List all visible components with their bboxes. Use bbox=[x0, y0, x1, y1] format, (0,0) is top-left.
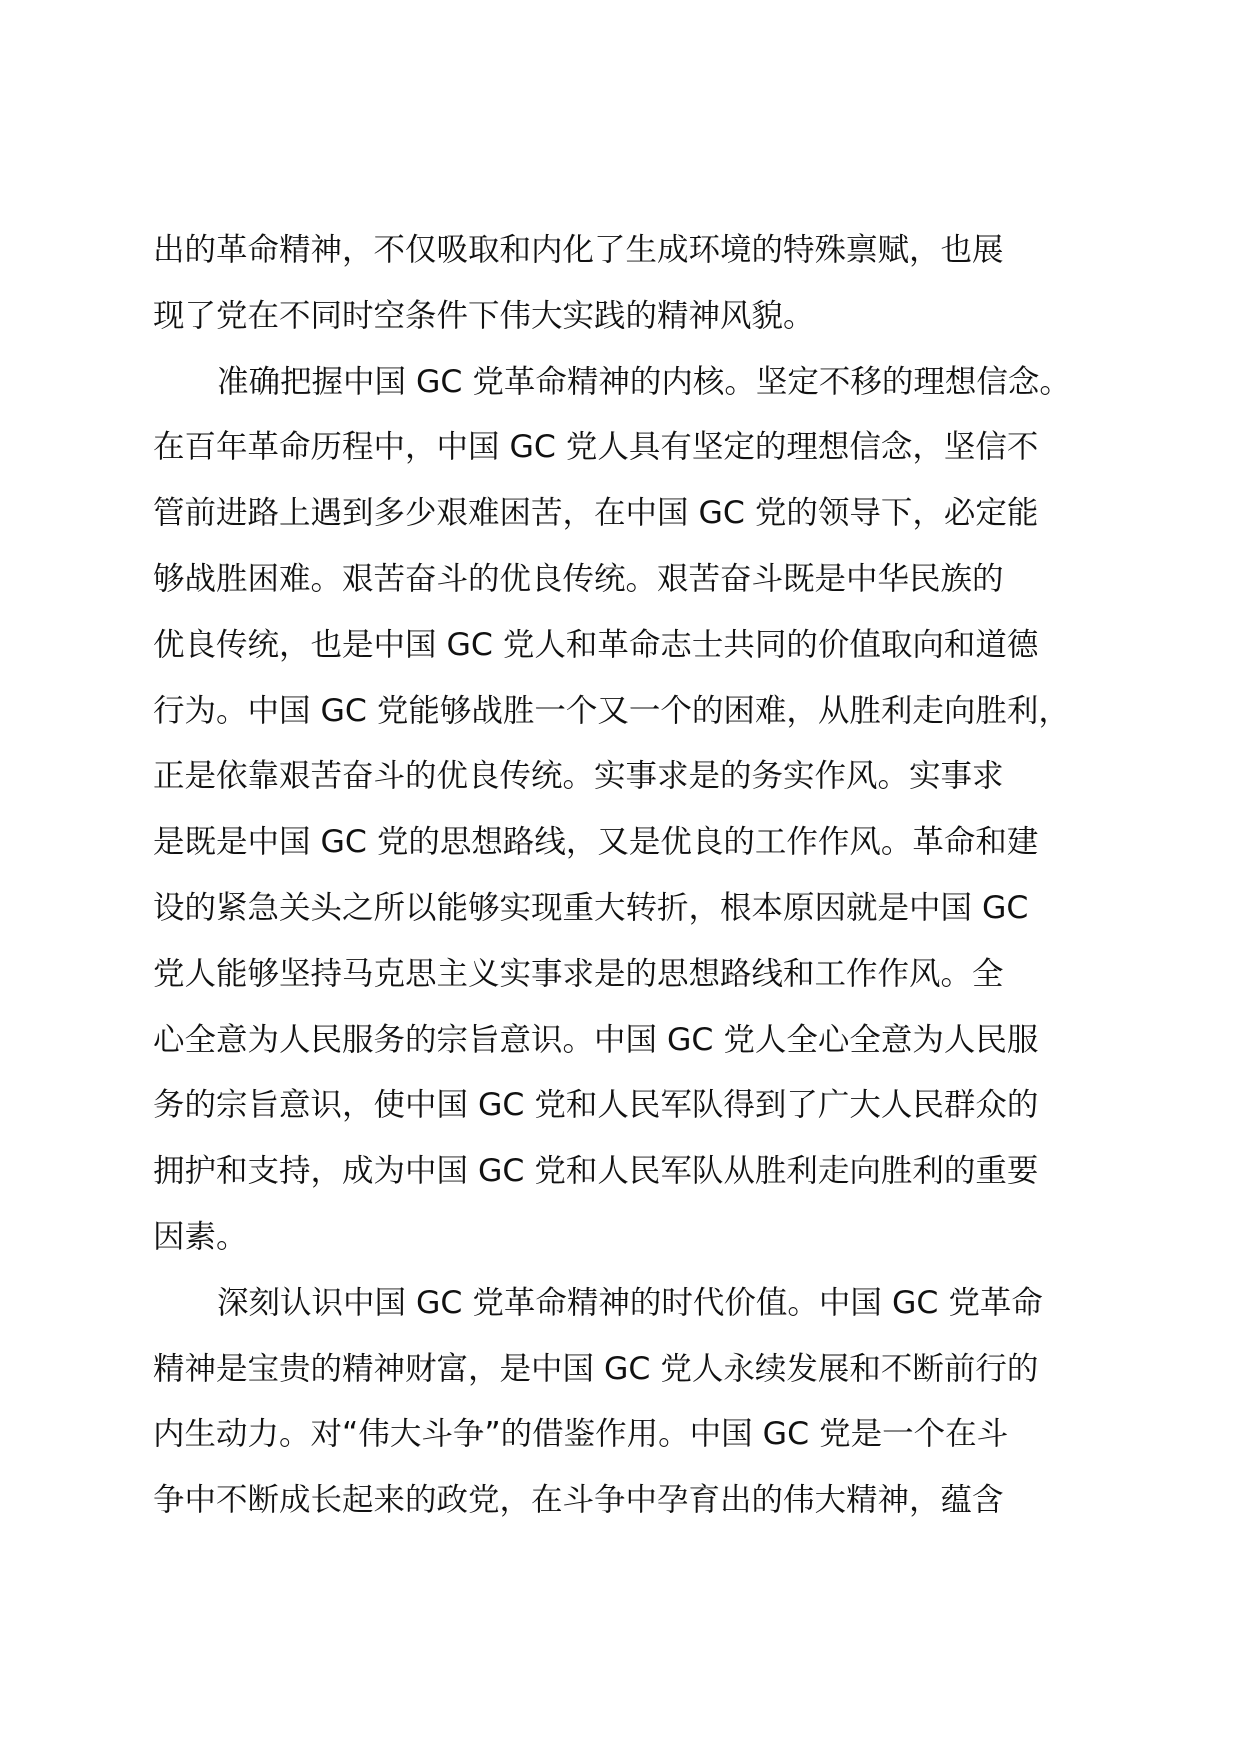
text-line: 在百年革命历程中，中国 GC 党人具有坚定的理想信念，坚信不 bbox=[153, 429, 1039, 466]
text-line: 正是依靠艰苦奋斗的优良传统。实事求是的务实作风。实事求 bbox=[153, 758, 1004, 795]
document-body bbox=[153, 218, 1093, 1534]
text-line: 管前进路上遇到多少艰难困苦，在中国 GC 党的领导下，必定能 bbox=[153, 495, 1039, 532]
text-line: 行为。中国 GC 党能够战胜一个又一个的困难，从胜利走向胜利， bbox=[153, 692, 1070, 729]
text-line: 务的宗旨意识，使中国 GC 党和人民军队得到了广大人民群众的 bbox=[153, 1087, 1039, 1124]
paragraph bbox=[153, 350, 1093, 1271]
text-line: 够战胜困难。艰苦奋斗的优良传统。艰苦奋斗既是中华民族的 bbox=[153, 560, 1004, 597]
text-line: 党人能够坚持马克思主义实事求是的思想路线和工作作风。全 bbox=[153, 955, 1004, 992]
text-line: 是既是中国 GC 党的思想路线，又是优良的工作作风。革命和建 bbox=[153, 824, 1039, 861]
paragraph bbox=[153, 218, 1093, 350]
text-line: 设的紧急关头之所以能够实现重大转折，根本原因就是中国 GC bbox=[153, 889, 1029, 926]
text-line: 出的革命精神，不仅吸取和内化了生成环境的特殊禀赋，也展 bbox=[153, 232, 1004, 268]
text-line: 争中不断成长起来的政党，在斗争中孕育出的伟大精神，蕴含 bbox=[153, 1482, 1004, 1519]
text-line: 深刻认识中国 GC 党革命精神的时代价值。中国 GC 党革命 bbox=[217, 1284, 1043, 1321]
text-line: 拥护和支持，成为中国 GC 党和人民军队从胜利走向胜利的重要 bbox=[153, 1153, 1039, 1190]
text-line: 心全意为人民服务的宗旨意识。中国 GC 党人全心全意为人民服 bbox=[153, 1021, 1039, 1058]
text-line: 优良传统，也是中国 GC 党人和革命志士共同的价值取向和道德 bbox=[153, 626, 1039, 663]
text-line: 因素。 bbox=[153, 1218, 248, 1255]
text-line: 内生动力。对“伟大斗争”的借鉴作用。中国 GC 党是一个在斗 bbox=[153, 1416, 1009, 1453]
text-line: 准确把握中国 GC 党革命精神的内核。坚定不移的理想信念。 bbox=[217, 363, 1071, 400]
text-line: 精神是宝贵的精神财富，是中国 GC 党人永续发展和不断前行的 bbox=[153, 1350, 1039, 1387]
text-line: 现了党在不同时空条件下伟大实践的精神风貌。 bbox=[153, 297, 815, 334]
paragraph bbox=[153, 1271, 1093, 1534]
